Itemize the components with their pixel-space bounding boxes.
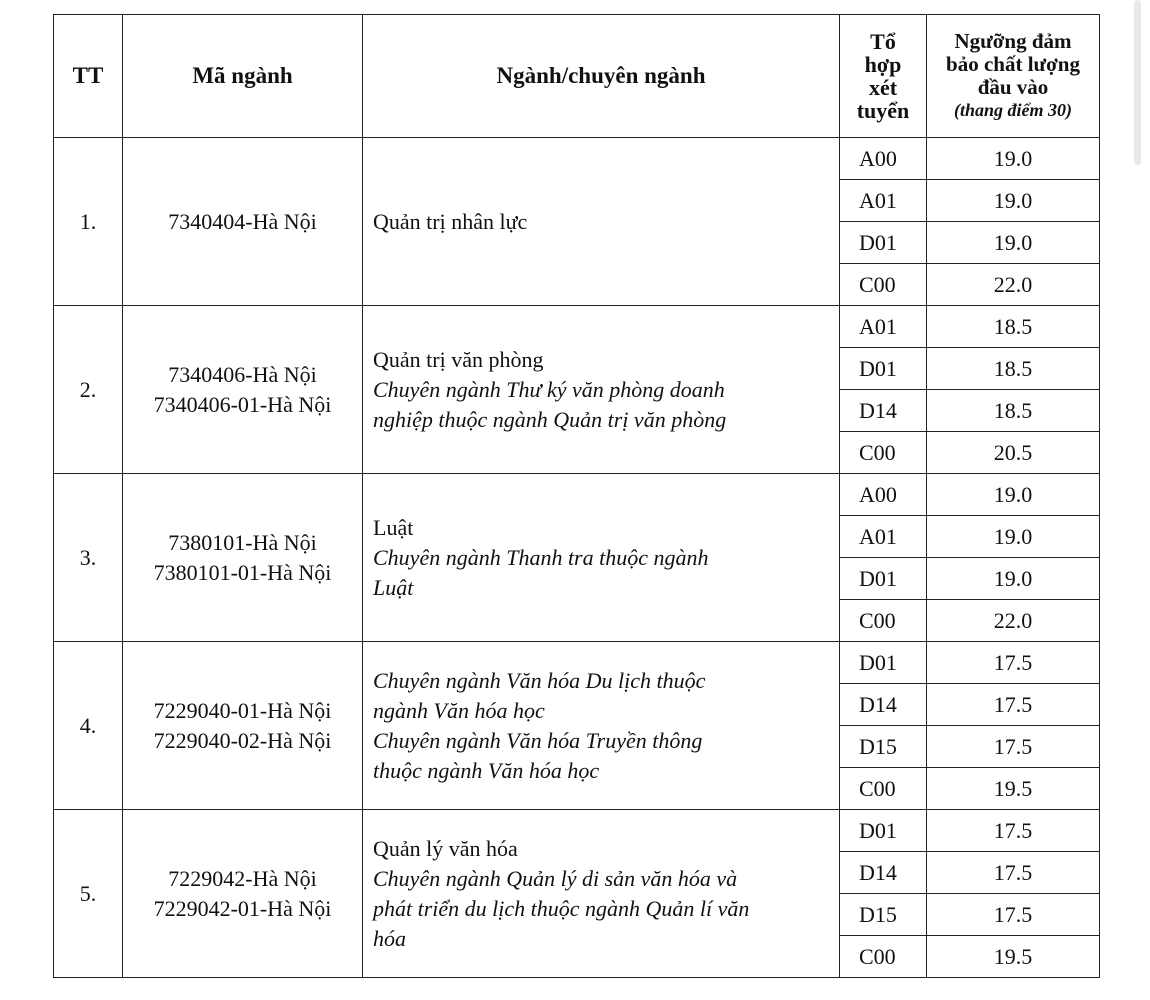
- subject-combination: C00: [840, 432, 927, 474]
- header-threshold-line: Ngưỡng đảm: [954, 29, 1072, 53]
- header-threshold-scale: (thang điểm 30): [953, 100, 1072, 120]
- scrollbar[interactable]: [1134, 0, 1141, 165]
- row-number: 1.: [54, 138, 123, 306]
- threshold-score: 22.0: [927, 264, 1100, 306]
- table-row: [54, 138, 1100, 180]
- specialization-text: Chuyên ngành Văn hóa Truyền thông: [373, 727, 703, 753]
- subject-combination: D01: [840, 810, 927, 852]
- table-body: [54, 138, 1100, 978]
- admission-threshold-table: [53, 14, 1100, 978]
- major-code: 7340406-01-Hà Nội: [153, 391, 332, 417]
- specialization-text: Chuyên ngành Văn hóa Du lịch thuộc: [373, 667, 706, 693]
- major-code: 7229042-01-Hà Nội: [153, 895, 332, 921]
- specialization-text: Chuyên ngành Thư ký văn phòng doanh: [373, 376, 725, 402]
- major-name-cell: [363, 138, 840, 306]
- header-threshold-line: đầu vào: [977, 75, 1049, 99]
- threshold-score: 19.5: [927, 936, 1100, 978]
- header-major: Ngành/chuyên ngành: [363, 15, 840, 138]
- major-name: Luật: [373, 514, 414, 540]
- subject-combination: A00: [840, 474, 927, 516]
- threshold-score: 17.5: [927, 852, 1100, 894]
- specialization-text: Luật: [373, 574, 414, 600]
- subject-combination: D14: [840, 852, 927, 894]
- major-code: 7380101-01-Hà Nội: [153, 559, 332, 585]
- major-name-cell: [363, 306, 840, 474]
- specialization-text: Chuyên ngành Thanh tra thuộc ngành: [373, 544, 709, 570]
- threshold-score: 18.5: [927, 390, 1100, 432]
- subject-combination: C00: [840, 600, 927, 642]
- major-code-cell: [123, 642, 363, 810]
- table-row: [54, 810, 1100, 852]
- threshold-score: 17.5: [927, 726, 1100, 768]
- major-code-cell: [123, 138, 363, 306]
- header-combination-line: xét: [868, 75, 898, 100]
- subject-combination: A01: [840, 516, 927, 558]
- subject-combination: C00: [840, 264, 927, 306]
- threshold-score: 20.5: [927, 432, 1100, 474]
- major-code-cell: [123, 810, 363, 978]
- subject-combination: A01: [840, 180, 927, 222]
- subject-combination: D01: [840, 348, 927, 390]
- major-code: 7340404-Hà Nội: [168, 208, 317, 234]
- header-code: Mã ngành: [123, 15, 363, 138]
- major-name: Quản trị nhân lực: [373, 208, 528, 234]
- threshold-score: 17.5: [927, 894, 1100, 936]
- major-code: 7229040-02-Hà Nội: [153, 727, 332, 753]
- header-threshold: [927, 15, 1100, 138]
- major-name-cell: [363, 474, 840, 642]
- table-row: [54, 474, 1100, 516]
- specialization-text: ngành Văn hóa học: [373, 697, 545, 723]
- row-number: 2.: [54, 306, 123, 474]
- threshold-score: 19.0: [927, 222, 1100, 264]
- major-code: 7380101-Hà Nội: [168, 529, 317, 555]
- threshold-score: 18.5: [927, 306, 1100, 348]
- subject-combination: D15: [840, 894, 927, 936]
- subject-combination: A00: [840, 138, 927, 180]
- major-name-cell: [363, 810, 840, 978]
- major-name: Quản lý văn hóa: [373, 835, 518, 861]
- header-row: [54, 15, 1100, 138]
- subject-combination: D15: [840, 726, 927, 768]
- threshold-score: 22.0: [927, 600, 1100, 642]
- threshold-score: 19.0: [927, 138, 1100, 180]
- row-number: 4.: [54, 642, 123, 810]
- specialization-text: phát triển du lịch thuộc ngành Quản lí văn: [373, 895, 750, 921]
- specialization-text: thuộc ngành Văn hóa học: [373, 757, 600, 783]
- subject-combination: D14: [840, 684, 927, 726]
- threshold-score: 18.5: [927, 348, 1100, 390]
- threshold-score: 19.0: [927, 474, 1100, 516]
- threshold-score: 19.0: [927, 516, 1100, 558]
- threshold-score: 19.0: [927, 558, 1100, 600]
- threshold-score: 19.0: [927, 180, 1100, 222]
- major-code: 7340406-Hà Nội: [168, 361, 317, 387]
- major-code: 7229042-Hà Nội: [168, 865, 317, 891]
- table-row: [54, 306, 1100, 348]
- header-combination-line: tuyển: [856, 98, 910, 123]
- subject-combination: A01: [840, 306, 927, 348]
- row-number: 5.: [54, 810, 123, 978]
- specialization-text: hóa: [373, 925, 406, 951]
- subject-combination: D01: [840, 642, 927, 684]
- major-name: Quản trị văn phòng: [373, 346, 544, 372]
- major-code: 7229040-01-Hà Nội: [153, 697, 332, 723]
- header-combination-line: hợp: [864, 52, 902, 77]
- threshold-score: 17.5: [927, 810, 1100, 852]
- header-threshold-line: bảo chất lượng: [946, 52, 1080, 76]
- table-row: [54, 642, 1100, 684]
- threshold-score: 17.5: [927, 684, 1100, 726]
- specialization-text: nghiệp thuộc ngành Quản trị văn phòng: [373, 406, 727, 432]
- threshold-score: 19.5: [927, 768, 1100, 810]
- major-code-cell: [123, 474, 363, 642]
- subject-combination: C00: [840, 768, 927, 810]
- row-number: 3.: [54, 474, 123, 642]
- major-name-cell: [363, 642, 840, 810]
- major-code-cell: [123, 306, 363, 474]
- subject-combination: D14: [840, 390, 927, 432]
- subject-combination: D01: [840, 558, 927, 600]
- threshold-score: 17.5: [927, 642, 1100, 684]
- header-combination-line: Tổ: [870, 29, 896, 54]
- header-combination: [840, 15, 927, 138]
- specialization-text: Chuyên ngành Quản lý di sản văn hóa và: [373, 865, 738, 891]
- header-tt: TT: [54, 15, 123, 138]
- subject-combination: C00: [840, 936, 927, 978]
- subject-combination: D01: [840, 222, 927, 264]
